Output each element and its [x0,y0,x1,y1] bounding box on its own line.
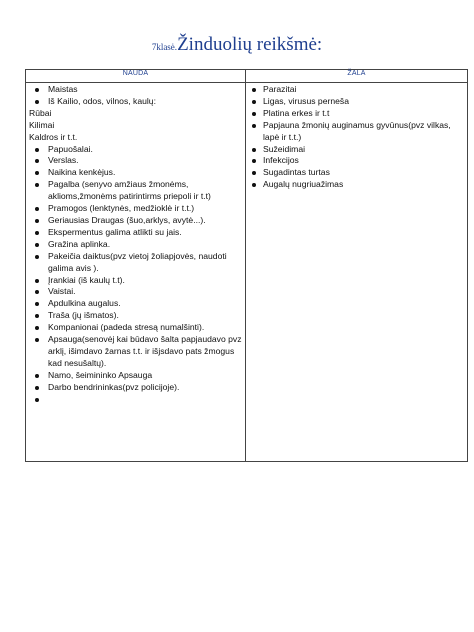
list-item: Kompanionai (padeda stresą numalšinti). [26,322,245,334]
list-item: Papuošalai. [26,144,245,156]
list-item: Ligas, virusus perneša [246,96,467,108]
page-title [0,34,474,56]
list-item: Sužeidimai [246,144,467,156]
list-item: Pagalba (senyvo amžiaus žmonėms, aklioms,žmonėms patirintirms priepoli ir t.t) [26,179,245,203]
table-header-row [26,70,468,83]
list-item: Apsauga(senovėj kai būdavo šalta papjaudavo pvz arklį, išimdavo žarnas t.t. ir išjsdavo pats žmogus kad nesušaltų). [26,334,245,370]
title-prefix: 7klasė. [151,42,178,52]
list-item: Geriausias Draugas (šuo,arklys, avytė...). [26,215,245,227]
column-header-zala: ŽALA [246,70,468,83]
list-item: Augalų nugriuažimas [246,179,467,191]
list-item: Kaldros ir t.t. [29,131,78,142]
list-item: Traša (jų išmatos). [26,310,245,322]
list-item: Naikina kenkėjus. [26,167,245,179]
list-item: Gražina aplinka. [26,239,245,251]
list-item: Namo, šeimininko Apsauga [26,370,245,382]
list-item: Pramogos (lenktynės, medžioklė ir t.t.) [26,203,245,215]
list-item: Iš Kailio, odos, vilnos, kaulų: [26,96,245,108]
list-item: Maistas [26,84,245,96]
list-item: Papjauna žmonių auginamus gyvūnus(pvz vilkas, lapė ir t.t.) [246,120,467,144]
list-item: Įrankiai (iš kaulų t.t). [26,275,245,287]
list-item: Verslas. [26,155,245,167]
nauda-cell [26,83,246,462]
list-item: Rūbai [29,107,52,118]
list-item: Ekspermentus galima atlikti su jais. [26,227,245,239]
list-item: Apdulkina augalus. [26,298,245,310]
list-item [26,394,245,406]
zala-cell [246,83,468,462]
nauda-list [26,83,245,405]
list-item: Sugadintas turtas [246,167,467,179]
zala-list [246,83,467,191]
table-body-row [26,83,468,462]
column-header-nauda: NAUDA [26,70,246,83]
benefit-harm-table [25,69,468,462]
list-item: Kilimai [29,119,55,130]
list-item: Platina erkes ir t.t [246,108,467,120]
list-item: Parazitai [246,84,467,96]
title-text: Žinduolių reikšmė: [177,34,323,55]
list-item: Infekcijos [246,155,467,167]
list-item: Vaistai. [26,286,245,298]
list-item: Darbo bendrininkas(pvz policijoje). [26,382,245,394]
list-item: Pakeičia daiktus(pvz vietoj žoliapjovės, naudoti galima avis ). [26,251,245,275]
